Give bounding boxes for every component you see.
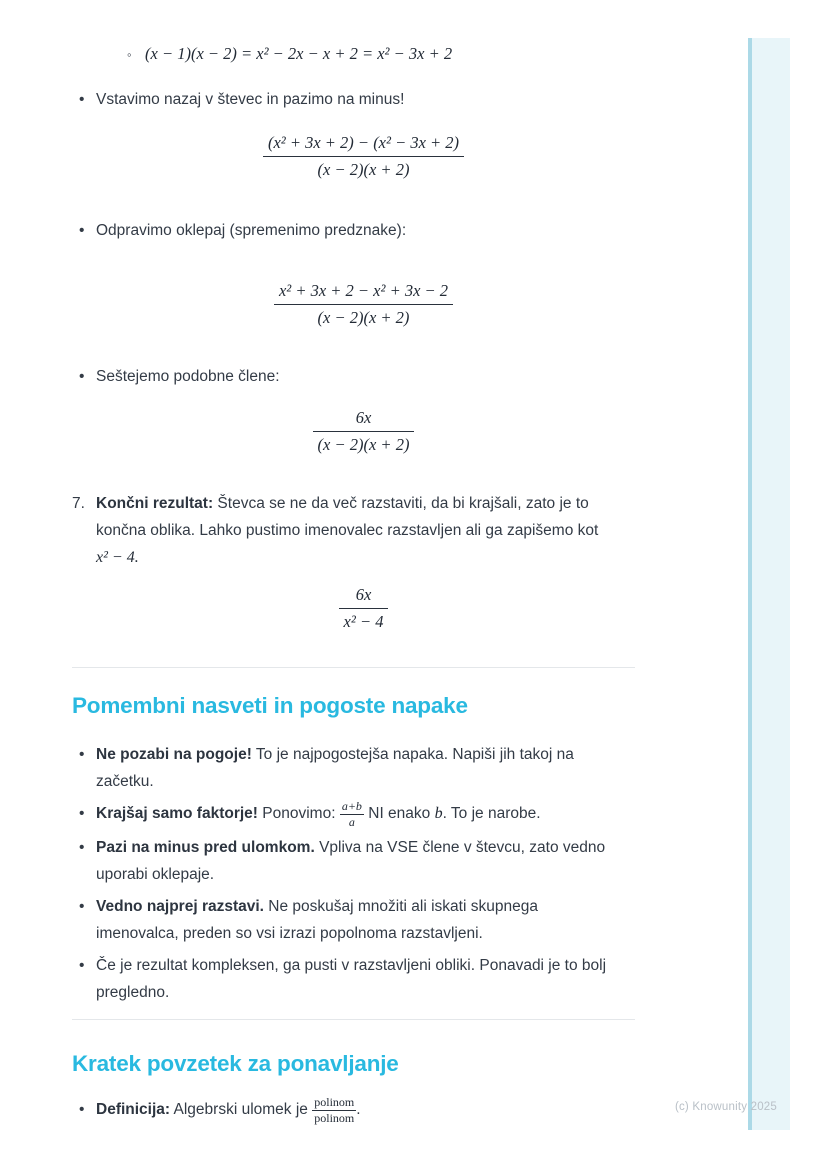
display-fraction-4 <box>72 585 635 632</box>
list-item-tip-3 <box>72 834 635 888</box>
display-fraction-3 <box>72 408 635 455</box>
fraction <box>313 408 415 455</box>
tip-bold-lead: Ne pozabi na pogoje! <box>96 746 252 763</box>
tip-body: Če je rezultat kompleksen, ga pusti v razstavljeni obliki. Ponavadi je to bolj pregledno. <box>96 957 607 1001</box>
bullet-icon: • <box>79 957 85 974</box>
list-item-vstavimo <box>72 89 635 110</box>
item-text <box>96 490 608 571</box>
bullet-icon: • <box>79 91 85 108</box>
list-item-text <box>96 834 612 888</box>
sub-list-item-expansion <box>127 43 635 65</box>
list-item-text <box>96 800 612 829</box>
copyright-watermark: (c) Knowunity 2025 <box>674 1101 777 1113</box>
list-item-text: Odpravimo oklepaj (spremenimo predznake): <box>96 222 407 239</box>
fraction-denominator: (x − 2)(x + 2) <box>274 304 453 328</box>
definition-body: Algebrski ulomek je <box>170 1101 313 1118</box>
inline-fraction <box>340 800 364 829</box>
fraction-numerator: a+b <box>341 799 362 813</box>
item-bold-lead: Končni rezultat: <box>96 495 214 512</box>
section-heading-summary: Kratek povzetek za ponavljanje <box>72 1051 399 1076</box>
tip-body: Vpliva na VSE člene v števcu, zato vedno uporabi oklepaje. <box>96 839 606 883</box>
fraction <box>263 133 464 180</box>
fraction-numerator: x² + 3x + 2 − x² + 3x − 2 <box>278 281 449 300</box>
list-item-odpravimo <box>72 220 635 241</box>
inline-math-variable: b <box>434 805 443 822</box>
list-item-tip-5 <box>72 952 635 1006</box>
item-body: Števca se ne da več razstaviti, da bi krajšali, zato je to končna oblika. Lahko pustimo imenovalec razstavljen ali ga zapišemo kot <box>96 495 599 539</box>
tip-body: To je najpogostejša napaka. Napiši jih takoj na začetku. <box>96 746 574 790</box>
bullet-icon: • <box>79 746 85 763</box>
definition-bold-lead: Definicija: <box>96 1101 171 1118</box>
fraction-denominator: (x − 2)(x + 2) <box>263 156 464 180</box>
list-item-definition <box>72 1096 635 1125</box>
tips-list <box>72 741 635 1006</box>
list-item-text <box>96 952 612 1006</box>
list-item-text <box>96 741 612 795</box>
bullet-icon: • <box>79 898 85 915</box>
document-content <box>72 0 635 1125</box>
list-item-tip-4 <box>72 893 635 947</box>
fraction-numerator: (x² + 3x + 2) − (x² − 3x + 2) <box>267 133 460 152</box>
fraction-numerator: 6x <box>355 408 372 427</box>
tip-bold-lead: Pazi na minus pred ulomkom. <box>96 839 315 856</box>
bullet-icon: • <box>79 805 85 822</box>
circle-bullet-icon: ◦ <box>127 47 132 62</box>
list-item-tip-2 <box>72 800 635 829</box>
item-number: 7. <box>72 495 85 512</box>
list-item-tip-1 <box>72 741 635 795</box>
list-item-text: Vstavimo nazaj v števec in pazimo na minus! <box>96 91 405 108</box>
fraction-numerator: polinom <box>314 1095 355 1109</box>
expansion-equation: (x − 1)(x − 2) = x² − 2x − x + 2 = x² − 3x + 2 <box>145 44 453 63</box>
tip-body: NI enako <box>363 805 435 822</box>
list-item-sestejemo <box>72 366 635 387</box>
list-item-text: Seštejemo podobne člene: <box>96 368 280 385</box>
tip-body: Ponovimo: <box>257 805 340 822</box>
fraction-denominator: x² − 4 <box>339 608 389 632</box>
bullet-icon: • <box>79 839 85 856</box>
display-fraction-1 <box>72 133 635 180</box>
tip-body: Ne poskušaj množiti ali iskati skupnega imenovalca, preden so vsi izrazi popolnoma razstavljeni. <box>96 898 538 942</box>
bullet-icon: • <box>79 222 85 239</box>
page-margin-highlight-bar <box>748 38 790 1130</box>
tip-body: . To je narobe. <box>442 805 541 822</box>
display-fraction-2 <box>72 281 635 328</box>
section-divider <box>72 667 635 668</box>
list-item-text <box>96 1096 612 1125</box>
fraction <box>274 281 453 328</box>
fraction-denominator: polinom <box>314 1111 355 1125</box>
bullet-icon: • <box>79 368 85 385</box>
section-divider <box>72 1019 635 1020</box>
fraction-denominator: (x − 2)(x + 2) <box>313 431 415 455</box>
tip-bold-lead: Krajšaj samo faktorje! <box>96 805 258 822</box>
inline-fraction <box>312 1096 356 1125</box>
tip-bold-lead: Vedno najprej razstavi. <box>96 898 264 915</box>
definition-body: . <box>356 1101 361 1118</box>
fraction <box>339 585 389 632</box>
inline-math: x² − 4. <box>96 549 139 566</box>
fraction-denominator: a <box>340 814 364 829</box>
section-heading-tips: Pomembni nasveti in pogoste napake <box>72 693 468 718</box>
list-item-text <box>96 893 612 947</box>
bullet-icon: • <box>79 1101 85 1118</box>
fraction-numerator: 6x <box>355 585 372 604</box>
numbered-item-7 <box>72 490 635 571</box>
